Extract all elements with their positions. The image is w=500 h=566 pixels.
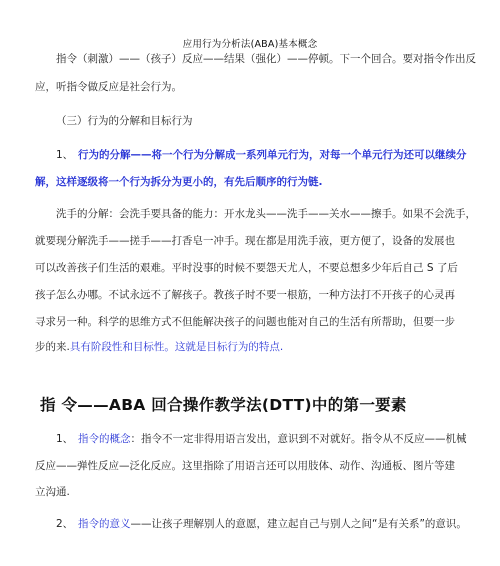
concept-label: 指令的概念 [78, 433, 131, 445]
meaning-number: 2、 [56, 518, 74, 530]
section-title: 指 令——ABA 回合操作教学法(DTT)中的第一要素 [40, 396, 407, 414]
item-1-number: 1、 [56, 149, 74, 161]
item-1-line-1 [56, 148, 467, 162]
item-1-line-2: 解，这样逐级将一个行为拆分为更小的，有先后顺序的行为链. [35, 176, 323, 188]
meaning-line-1 [56, 517, 467, 531]
example-line-6-highlight: 具有阶段性和目标性。这就是目标行为的特点. [69, 341, 284, 353]
example-line-2: 就要现分解洗手——搓手——打香皂一冲手。现在都是用洗手液，更方便了，设备的发展也 [35, 235, 455, 247]
page-header-title: 应用行为分析法(ABA)基本概念 [182, 39, 318, 50]
concept-text-1: ：指令不一定非得用语言发出，意识到不对就好。指令从不反应——机械 [130, 433, 467, 445]
concept-number: 1、 [56, 433, 74, 445]
intro-line-1: 指令（刺激）——（孩子）反应——结果（强化）——停顿。下一个回合。要对指令作出反 [56, 53, 476, 65]
meaning-text-1: ——让孩子理解别人的意愿，建立起自己与别人之间“是有关系”的意识。 [130, 518, 467, 530]
meaning-label: 指令的意义 [78, 518, 131, 530]
item-1-text-1: 行为的分解——将一个行为分解成一系列单元行为，对每一个单元行为还可以继续分 [78, 149, 467, 161]
intro-line-2: 应，听指令做反应是社会行为。 [35, 81, 182, 93]
concept-line-3: 立沟通. [35, 486, 70, 498]
example-line-3: 可以改善孩子们生活的艰难。平时没事的时候不要怨天尤人，不要总想多少年后自己 S 了后 [35, 262, 458, 274]
example-line-1: 洗手的分解：会洗手要具备的能力：开水龙头——洗手——关水——擦手。如果不会洗手， [56, 208, 476, 220]
concept-line-2: 反应——弹性反应—泛化反应。这里指除了用语言还可以用肢体、动作、沟通板、图片等建 [35, 460, 455, 472]
example-line-4: 孩子怎么办哪。不试永远不了解孩子。教孩子时不要一根筋，一种方法打不开孩子的心灵再 [35, 289, 455, 301]
section-3-heading: （三）行为的分解和目标行为 [56, 115, 193, 127]
example-line-6-plain: 步的来. [35, 341, 70, 353]
concept-line-1 [56, 432, 467, 446]
example-line-5: 寻求另一种。科学的思维方式不但能解决孩子的问题也能对自己的生活有所帮助，但要一步 [35, 316, 455, 328]
example-line-6 [35, 340, 283, 354]
